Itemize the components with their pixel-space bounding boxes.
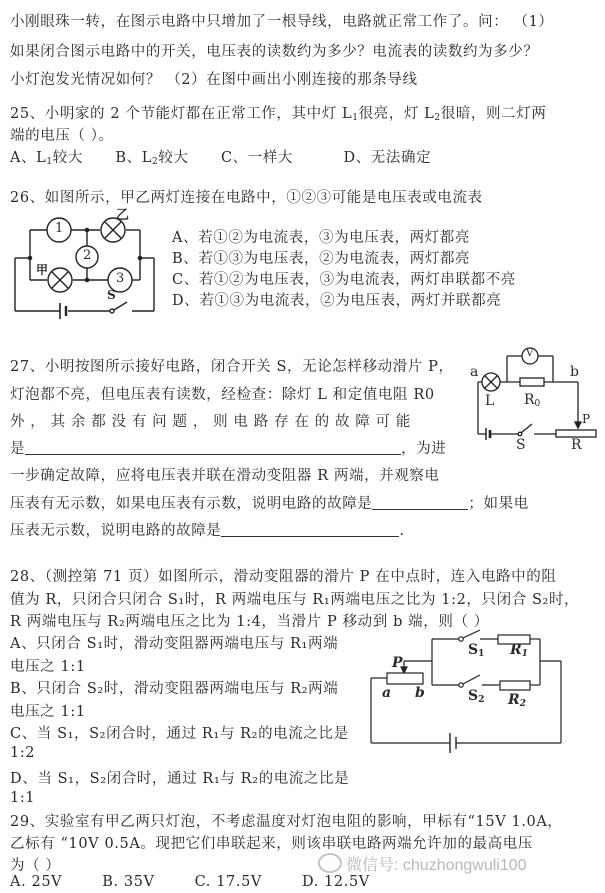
- q28-option-c-cont: 1:2: [10, 745, 36, 761]
- q26-option-c: C、若①②为电压表，③为电流表，两灯串联都不亮: [172, 272, 516, 288]
- node-a-label: a: [470, 364, 479, 380]
- switch-label: S: [107, 288, 116, 302]
- q28-option-d-cont: 1:1: [10, 790, 36, 806]
- q28-line-3: R 两端电压与 R₂两端电压之比为 1:4，当滑片 P 移动到 b 端，则（ ）: [10, 614, 489, 630]
- watermark: 微信号: chuzhongwuli100: [318, 852, 527, 875]
- q26-option-a: A、若①②为电流表，③为电压表，两灯都亮: [172, 230, 470, 246]
- q29-line-1: 29、实验室有甲乙两只灯泡，不考虑温度对灯泡电阻的影响，甲标有“15V 1.0A，: [10, 814, 563, 830]
- slider-p-label: P: [392, 655, 403, 671]
- q26-option-b: B、若①③为电压表，②为电流表，两灯都亮: [172, 251, 471, 267]
- q29-options: [10, 874, 370, 890]
- q29-option-c: C. 17.5V: [194, 874, 262, 890]
- q27-line-5: 一步确定故障，应将电压表并联在滑动变阻器 R 两端，并观察电: [10, 468, 440, 484]
- q27-line-6: 压表有无示数，如果电压表有示数，说明电路的故障是 ；如果电: [10, 496, 529, 512]
- q27-line-3: 外 ， 其 余 都 没 有 问 题 ， 则 电 路 存 在 的 故 障 可 能: [10, 414, 411, 430]
- wechat-icon: [318, 853, 342, 873]
- q28-option-b: B、只闭合 S₂时，滑动变阻器两端电压与 R₂两端: [10, 681, 339, 697]
- resistor-r2-label: $R_2$: [508, 692, 526, 709]
- q26-option-d: D、若①③为电流表，②为电压表，两灯并联都亮: [172, 293, 502, 309]
- meter-2-label: 2: [83, 248, 92, 263]
- q28-option-a-cont: 电压之 1:1: [10, 659, 86, 675]
- q27-line-2: 灯泡都不亮，但电压表有读数，经检查：除灯 L 和定值电阻 R0: [10, 387, 435, 403]
- end-b-label: b: [415, 685, 425, 701]
- q25-options: [10, 146, 431, 167]
- meter-3-label: 3: [116, 271, 125, 286]
- q26-stem: 26、如图所示，甲乙两灯连接在电路中，①②③可能是电压表或电流表: [10, 190, 483, 206]
- q27-blank-2[interactable]: [372, 495, 468, 510]
- q29-line-2: 乙标有 “10V 0.5A。现把它们串联起来，则该串联电路两端允许加的最高电压: [10, 836, 533, 852]
- q25-stem-line-2: 端的电压（ ）。: [10, 128, 114, 144]
- resistor-r0-label: $R_0$: [524, 392, 541, 409]
- q27-line-4: 是 ，为进: [10, 441, 447, 457]
- q29-option-d: D. 12.5V: [301, 874, 370, 890]
- q27-line-1: 27、小明按图所示接好电路，闭合开关 S，无论怎样移动滑片 P，: [10, 359, 454, 375]
- q27-blank-3[interactable]: [221, 522, 399, 537]
- q28-line-2: 值为 R，只闭合只闭合 S₁时，R 两端电压与 R₁两端电压之比为 1:2，只闭合 S₂时，: [10, 592, 580, 608]
- q28-option-a: A、只闭合 S₁时，滑动变阻器两端电压与 R₁两端: [10, 636, 339, 652]
- q27-circuit-diagram: [470, 346, 600, 451]
- q28-line-1: 28、（测控第 71 页）如图所示，滑动变阻器的滑片 P 在中点时，连入电路中的阻: [10, 569, 557, 585]
- q25-option-b: B、$L_2$较大: [115, 150, 189, 167]
- q25-option-c: C、一样大: [220, 150, 294, 166]
- end-a-label: a: [382, 685, 392, 701]
- intro-line-1: 小刚眼珠一转，在图示电路中只增加了一根导线，电路就正常工作了。问： （1）: [10, 14, 554, 30]
- q25-option-d: D、无法确定: [343, 150, 432, 166]
- switch-s2-label: $S_2$: [468, 688, 485, 705]
- meter-1-label: 1: [55, 221, 64, 236]
- slider-p-label: P: [582, 412, 591, 426]
- node-b-label: b: [570, 364, 579, 380]
- q28-option-c: C、当 S₁，S₂闭合时，通过 R₁与 R₂的电流之比是: [10, 726, 349, 742]
- resistor-r1-label: $R_1$: [510, 642, 528, 659]
- q25-stem-line-1: 25、小明家的 2 个节能灯都在正常工作，其中灯 $L_1$很亮，灯 $L_2$很暗，则二灯两: [10, 106, 547, 123]
- q28-option-d: D、当 S₁，S₂闭合时，通过 R₁与 R₂的电流之比是: [10, 771, 350, 787]
- q28-option-b-cont: 电压之 1:1: [10, 704, 86, 720]
- q27-line-7: 压表无示数，说明电路的故障是 .: [10, 523, 405, 539]
- lamp-yi-label: 乙: [116, 208, 130, 223]
- q29-line-3: 为（ ）: [10, 858, 61, 874]
- intro-line-2: 如果闭合图示电路中的开关，电压表的读数约为多少？电流表的读数约为多少？: [10, 44, 539, 60]
- lamp-l-label: L: [485, 393, 495, 409]
- q27-blank-1[interactable]: [25, 440, 401, 455]
- q25-option-a: A、$L_1$较大: [10, 150, 83, 167]
- lamp-jia-label: 甲: [36, 263, 49, 277]
- q28-circuit-diagram: [370, 625, 585, 760]
- voltmeter-label: V: [526, 348, 534, 359]
- q26-circuit-diagram: [14, 208, 159, 320]
- q29-option-a: A. 25V: [10, 874, 63, 890]
- rheostat-r-label: R: [571, 437, 582, 453]
- switch-s-label: S: [516, 437, 526, 453]
- q29-option-b: B. 35V: [102, 874, 155, 890]
- switch-s1-label: $S_1$: [468, 642, 485, 659]
- intro-line-3: 小灯泡发光情况如何？ （2）在图中画出小刚连接的那条导线: [10, 72, 418, 88]
